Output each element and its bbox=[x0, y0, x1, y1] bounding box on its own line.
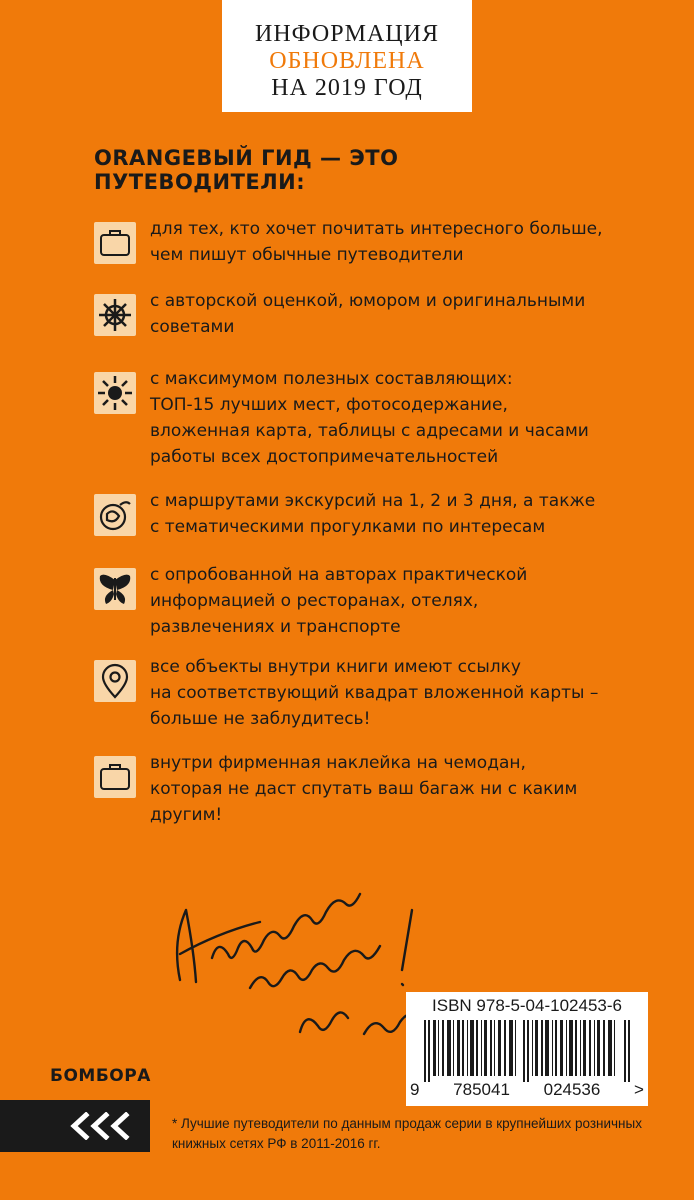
feature-text bbox=[150, 366, 670, 470]
feature-line: вложенная карта, таблицы с адресами и часами bbox=[150, 421, 589, 441]
isbn-label: ISBN 978-5-04-102453-6 bbox=[432, 996, 622, 1015]
barcode-digit-group: 024536 bbox=[543, 1080, 601, 1099]
feature-line: информацией о ресторанах, отелях, bbox=[150, 591, 479, 611]
feature-text bbox=[150, 488, 670, 540]
barcode-digit-group: > bbox=[634, 1080, 644, 1099]
barcode-digit-group: 9 bbox=[410, 1080, 420, 1099]
feature-line: с тематическими прогулками по интересам bbox=[150, 517, 546, 537]
suitcase-icon bbox=[94, 756, 136, 798]
isbn-barcode-block bbox=[406, 992, 648, 1106]
feature-text bbox=[150, 750, 670, 828]
ship-wheel-icon bbox=[94, 294, 136, 336]
feature-text bbox=[150, 216, 670, 268]
feature-line: другим! bbox=[150, 805, 223, 825]
info-updated-banner bbox=[222, 0, 472, 112]
feature-line: все объекты внутри книги имеют ссылку bbox=[150, 657, 521, 677]
feature-line: с опробованной на авторах практической bbox=[150, 565, 528, 585]
feature-line: больше не заблудитесь! bbox=[150, 709, 371, 729]
barcode bbox=[424, 1020, 630, 1082]
feature-line: ТОП-15 лучших мест, фотосодержание, bbox=[150, 395, 508, 415]
feature-line: чем пишут обычные путеводители bbox=[150, 245, 464, 265]
butterfly-icon bbox=[94, 568, 136, 610]
footnote bbox=[172, 1114, 642, 1154]
footnote-line: * Лучшие путеводители по данным продаж серии в крупнейших розничных bbox=[172, 1116, 642, 1131]
sun-icon bbox=[94, 372, 136, 414]
feature-text bbox=[150, 288, 670, 340]
publisher-logo: БОМБОРА bbox=[50, 1066, 151, 1086]
banner-line-2: ОБНОВЛЕНА bbox=[269, 48, 425, 74]
feature-text bbox=[150, 562, 670, 640]
feature-line: на соответствующий квадрат вложенной карты – bbox=[150, 683, 599, 703]
fruit-icon bbox=[94, 494, 136, 536]
feature-line: советами bbox=[150, 317, 235, 337]
feature-line: с авторской оценкой, юмором и оригинальными bbox=[150, 291, 586, 311]
map-pin-icon bbox=[94, 660, 136, 702]
feature-line: внутри фирменная наклейка на чемодан, bbox=[150, 753, 526, 773]
feature-line: для тех, кто хочет почитать интересного больше, bbox=[150, 219, 603, 239]
barcode-digit-group: 785041 bbox=[453, 1080, 510, 1099]
series-bar bbox=[0, 1100, 150, 1152]
triple-chevron-left-icon bbox=[68, 1112, 140, 1140]
barcode-digits bbox=[406, 1080, 648, 1100]
suitcase-icon bbox=[94, 222, 136, 264]
feature-text bbox=[150, 654, 670, 732]
footnote-line: книжных сетях РФ в 2011-2016 гг. bbox=[172, 1136, 381, 1151]
feature-line: с маршрутами экскурсий на 1, 2 и 3 дня, а также bbox=[150, 491, 596, 511]
feature-line: с максимумом полезных составляющих: bbox=[150, 369, 513, 389]
feature-line: работы всех достопримечательностей bbox=[150, 447, 499, 467]
feature-line: развлечениях и транспорте bbox=[150, 617, 401, 637]
banner-line-1: ИНФОРМАЦИЯ bbox=[255, 21, 439, 47]
page-heading: ORANGEВЫЙ ГИД — ЭТО ПУТЕВОДИТЕЛИ: bbox=[94, 146, 399, 194]
feature-line: которая не даст спутать ваш багаж ни с каким bbox=[150, 779, 578, 799]
banner-line-3: НА 2019 ГОД bbox=[271, 75, 423, 101]
